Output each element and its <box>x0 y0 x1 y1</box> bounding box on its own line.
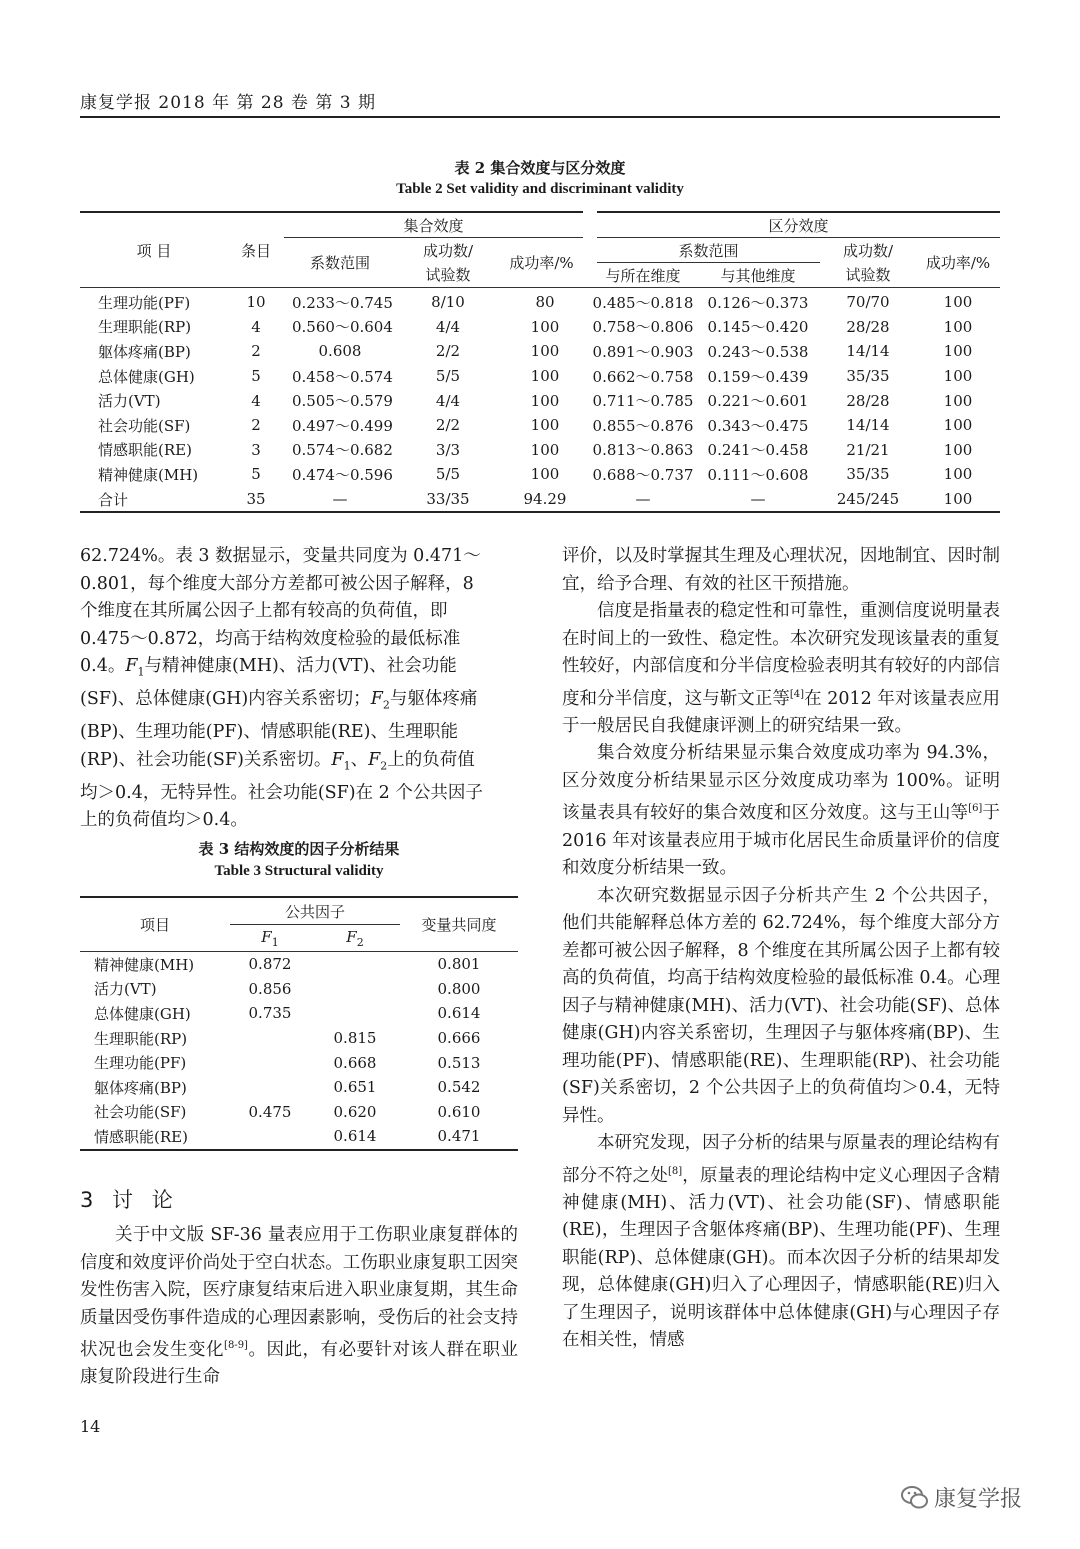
text-line: (BP)、生理功能(PF)、情感职能(RE)、生理职能 <box>80 722 458 742</box>
factor-symbol: F <box>346 927 357 946</box>
left-paragraph-1 <box>80 543 518 835</box>
table-row <box>80 339 1000 364</box>
table3-caption-en: Table 3 Structural validity <box>214 863 384 879</box>
t3-communality: 0.801 <box>437 955 481 974</box>
t2-head-own-dim: 与所在维度 <box>590 263 696 288</box>
text-line <box>80 686 518 719</box>
t2-set-rate: 100 <box>530 317 560 336</box>
t2-disc-other: 0.126～0.373 <box>707 293 809 312</box>
t2-set-range: — <box>332 490 348 509</box>
t3-f2: 0.614 <box>333 1127 377 1146</box>
t2-item: 合计 <box>98 490 129 509</box>
text-span: (SF)、总体健康(GH)内容关系密切； <box>80 689 371 709</box>
factor-symbol: F <box>261 927 272 946</box>
text-span: 本研究发现，因子分析的结果与原量表的理论结构有部分不符之处 <box>562 1133 1000 1186</box>
table-row <box>80 1050 518 1075</box>
t2-set-success: 2/2 <box>435 342 461 361</box>
t2-set-rate: 94.29 <box>523 490 567 509</box>
table-row <box>80 315 1000 340</box>
t2-n: 5 <box>251 367 261 386</box>
t3-item: 躯体疼痛(BP) <box>94 1078 187 1097</box>
table2-caption-en: Table 2 Set validity and discriminant validity <box>396 181 684 197</box>
t3-f2: 0.651 <box>333 1078 377 1097</box>
t2-n: 35 <box>246 490 266 509</box>
t3-item: 情感职能(RE) <box>94 1127 188 1146</box>
t2-set-success: 2/2 <box>435 416 461 435</box>
t2-head-set-success-1: 成功数/ <box>422 241 474 260</box>
t2-disc-rate: 100 <box>943 440 973 459</box>
t2-head-disc-range: 系数范围 <box>590 238 820 263</box>
t2-n: 2 <box>251 342 261 361</box>
t2-set-rate: 100 <box>530 391 560 410</box>
text-span: ，原量表的理论结构中定义心理因子含精神健康(MH)、活力(VT)、社会功能(SF)、情感职能(RE)，生理因子含躯体疼痛(BP)、生理功能(PF)、生理职能(RP)、总体健康(GH)。而本次因子分析的结果却发现，总体健康(GH)归入了心理因子，情感职能(RE)归入了生理因子，说明该群体中总体健康(GH)与心理因子存在相关性，情感 <box>562 1165 1001 1351</box>
t3-communality: 0.471 <box>437 1127 481 1146</box>
table-row <box>80 462 1000 487</box>
paragraph: 评价，以及时掌握其生理及心理状况，因地制宜、因时制宜，给予合理、有效的社区干预措施。 <box>562 546 1000 594</box>
table3 <box>80 896 518 1151</box>
t2-disc-rate: 100 <box>943 367 973 386</box>
t2-set-range: 0.608 <box>318 342 362 361</box>
t2-disc-success: 21/21 <box>846 440 890 459</box>
t2-head-disc-rate: 成功率/% <box>916 238 1000 288</box>
t2-head-set-success-2: 试验数 <box>425 265 471 284</box>
text-span: 0.4。 <box>80 656 126 676</box>
t3-f2 <box>310 952 400 977</box>
t2-disc-other: 0.241～0.458 <box>707 441 809 460</box>
t2-n: 5 <box>251 465 261 484</box>
t2-set-rate: 100 <box>530 367 560 386</box>
table-row <box>80 1075 518 1100</box>
text-line: 个维度在其所属公因子上都有较高的负荷值，即 <box>80 601 448 621</box>
journal-header: 康复学报 2018 年 第 28 卷 第 3 期 <box>80 93 376 113</box>
text-span: 集合效度分析结果显示集合效度成功率为 94.3%，区分效度分析结果显示区分效度成功率为 100%。证明该量表具有较好的集合效度和区分效度。这与王山等 <box>562 743 1000 824</box>
text-span: 。因此，有必要针对该人群在职业康复阶段进行生命 <box>80 1339 519 1388</box>
table-row <box>80 977 518 1002</box>
t2-head-set-validity: 集合效度 <box>284 212 590 238</box>
t3-f1 <box>230 1124 310 1150</box>
t2-disc-rate: 100 <box>943 416 973 435</box>
t2-disc-own: 0.711～0.785 <box>592 392 694 411</box>
t2-set-success: 8/10 <box>431 293 465 312</box>
t3-item: 生理功能(PF) <box>94 1054 187 1073</box>
t3-communality: 0.666 <box>437 1029 481 1048</box>
t2-disc-other: 0.111～0.608 <box>707 465 809 484</box>
t3-head-f2 <box>310 925 400 952</box>
t3-head-f1 <box>230 925 310 952</box>
t2-disc-success: 70/70 <box>846 293 890 312</box>
citation: [8] <box>667 1165 683 1177</box>
t3-f1 <box>230 1050 310 1075</box>
t2-disc-other: 0.159～0.439 <box>707 367 809 386</box>
table-row <box>80 413 1000 438</box>
t3-f1 <box>230 1026 310 1051</box>
factor-symbol: F <box>331 749 344 770</box>
t2-head-disc-validity: 区分效度 <box>590 212 1000 238</box>
t2-disc-success: 28/28 <box>846 317 890 336</box>
t2-head-disc-success <box>820 238 916 288</box>
t2-disc-other: 0.145～0.420 <box>707 318 809 337</box>
text-line: 上的负荷值均＞0.4。 <box>80 810 248 830</box>
table-row <box>80 288 1000 315</box>
t2-set-rate: 80 <box>535 293 555 312</box>
t2-disc-success: 35/35 <box>846 367 890 386</box>
text-span: 、 <box>350 749 369 770</box>
t2-item: 生理职能(RP) <box>98 318 192 337</box>
table-row <box>80 364 1000 389</box>
t3-communality: 0.800 <box>437 979 481 998</box>
t3-item: 精神健康(MH) <box>94 955 195 974</box>
watermark <box>900 1482 1060 1512</box>
t2-disc-rate: 100 <box>943 465 973 484</box>
t2-head-set-success <box>396 238 500 288</box>
t3-f1: 0.856 <box>248 979 292 998</box>
t2-set-range: 0.505～0.579 <box>292 392 393 411</box>
t2-disc-success: 14/14 <box>846 416 890 435</box>
t2-set-rate: 100 <box>530 465 560 484</box>
text-span: 上的负荷值 <box>387 749 475 770</box>
t3-item: 总体健康(GH) <box>94 1004 191 1023</box>
t2-n: 3 <box>251 440 261 459</box>
text-span: 与躯体疼痛 <box>389 689 478 709</box>
t3-f1 <box>230 1075 310 1100</box>
t2-n: 2 <box>251 416 261 435</box>
t3-f1: 0.735 <box>248 1004 292 1023</box>
t2-set-success: 3/3 <box>435 440 461 459</box>
factor-subscript: 2 <box>356 935 364 949</box>
table-row <box>80 388 1000 413</box>
factor-symbol: F <box>125 656 138 676</box>
table-row <box>80 1001 518 1026</box>
t3-item: 生理职能(RP) <box>94 1029 188 1048</box>
factor-subscript: 1 <box>343 759 351 772</box>
t3-head-item: 项目 <box>80 897 230 952</box>
watermark-text: 康复学报 <box>934 1487 1023 1512</box>
table-row <box>80 1124 518 1150</box>
factor-symbol: F <box>370 689 383 709</box>
t2-head-disc-success-2: 试验数 <box>845 265 891 284</box>
t3-communality: 0.542 <box>437 1078 481 1097</box>
t2-head-set-rate: 成功率/% <box>500 238 590 288</box>
t2-disc-own: — <box>635 490 651 509</box>
citation: [8-9] <box>224 1340 248 1351</box>
factor-symbol: F <box>368 749 381 770</box>
paragraph <box>80 1222 518 1392</box>
t3-communality: 0.513 <box>437 1053 481 1072</box>
table3-caption-zh: 表 3 结构效度的因子分析结果 <box>198 840 400 858</box>
text-span: 信度是指量表的稳定性和可靠性，重测信度说明量表在时间上的一致性、稳定性。本次研究发现该量表的重复性较好，内部信度和分半信度检验表明其有较好的内部信度和分半信度，这与靳文正等 <box>562 601 1000 709</box>
t2-disc-own: 0.485～0.818 <box>592 293 694 312</box>
t2-disc-own: 0.813～0.863 <box>592 441 694 460</box>
paragraph: 本次研究数据显示因子分析共产生 2 个公共因子，他们共能解释总体方差的 62.724%，每个维度大部分方差都可被公因子解释，8 个维度在其所属公因子上都有较高的负荷值，均高于结构效度检验的最低标准 0.4。心理因子与精神健康(MH)、活力(VT)、社会功能(SF)、总体健康(GH)内容关系密切，生理因子与躯体疼痛(BP)、生理功能(PF)、情感职能(RE)、生理职能(RP)、社会功能(SF)关系密切，2 个公共因子上的负荷值均＞0.4，无特异性。 <box>562 885 1000 1126</box>
t2-set-rate: 100 <box>530 342 560 361</box>
t2-disc-rate: 100 <box>943 317 973 336</box>
text-span: 于 2016 年对该量表应用于城市化居民生命质量评价的信度和效度分析结果一致。 <box>562 803 1001 879</box>
t2-disc-own: 0.688～0.737 <box>592 465 694 484</box>
t2-n: 4 <box>251 317 261 336</box>
t2-disc-rate: 100 <box>943 293 973 312</box>
t2-item: 精神健康(MH) <box>98 465 199 484</box>
t2-head-disc-success-1: 成功数/ <box>842 241 894 260</box>
t2-set-range: 0.560～0.604 <box>292 318 393 337</box>
t2-set-success: 5/5 <box>435 367 461 386</box>
factor-subscript: 2 <box>382 698 390 712</box>
table-row <box>80 1026 518 1051</box>
t2-head-other-dim: 与其他维度 <box>696 263 820 288</box>
t3-communality: 0.614 <box>437 1004 481 1023</box>
t2-set-range: 0.474～0.596 <box>292 465 393 484</box>
t2-disc-success: 35/35 <box>846 465 890 484</box>
table-row <box>80 1100 518 1125</box>
t2-item: 总体健康(GH) <box>98 367 195 386</box>
t2-disc-own: 0.891～0.903 <box>592 342 694 361</box>
t2-set-range: 0.497～0.499 <box>292 416 393 435</box>
t2-n: 10 <box>246 293 266 312</box>
t3-item: 社会功能(SF) <box>94 1103 187 1122</box>
table-row-total <box>80 487 1000 513</box>
table2 <box>80 211 1000 513</box>
t2-set-range: 0.233～0.745 <box>292 293 393 312</box>
t2-n: 4 <box>251 391 261 410</box>
paragraph <box>562 598 1000 740</box>
t2-disc-own: 0.855～0.876 <box>592 416 694 435</box>
t2-item: 社会功能(SF) <box>98 416 191 435</box>
t2-disc-own: 0.758～0.806 <box>592 318 694 337</box>
t2-disc-success: 28/28 <box>846 391 890 410</box>
t2-disc-other: 0.243～0.538 <box>707 342 809 361</box>
t3-head-common-factor: 公共因子 <box>230 897 400 925</box>
text-span: 与精神健康(MH)、活力(VT)、社会功能 <box>144 656 457 676</box>
paragraph <box>562 1130 1000 1355</box>
table-row <box>80 952 518 977</box>
t2-set-success: 4/4 <box>435 391 461 410</box>
table-row <box>80 438 1000 463</box>
factor-subscript: 2 <box>380 759 388 772</box>
t3-item: 活力(VT) <box>94 980 157 999</box>
t2-item: 活力(VT) <box>98 392 161 411</box>
text-line <box>80 653 518 686</box>
citation: [4] <box>789 688 805 700</box>
t2-set-range: 0.574～0.682 <box>292 441 393 460</box>
t2-disc-own: 0.662～0.758 <box>592 367 694 386</box>
wechat-icon <box>900 1484 930 1512</box>
t2-disc-other: — <box>750 490 766 509</box>
left-paragraph-2 <box>80 1222 518 1392</box>
t2-head-count: 条目 <box>228 212 284 288</box>
citation: [6] <box>968 803 983 815</box>
t3-f2: 0.620 <box>333 1102 377 1121</box>
text-line: 0.475～0.872，均高于结构效度检验的最低标准 <box>80 628 461 649</box>
section-heading-discussion: 3 讨 论 <box>80 1188 179 1212</box>
t2-disc-rate: 100 <box>943 490 973 509</box>
t2-disc-success: 14/14 <box>846 342 890 361</box>
t3-f2: 0.668 <box>333 1053 377 1072</box>
t2-head-item: 项 目 <box>80 212 228 288</box>
text-span: 在 2012 年对该量表应用于一般居民自我健康评测上的研究结果一致。 <box>562 688 1000 736</box>
t3-communality: 0.610 <box>437 1102 481 1121</box>
t2-set-success: 4/4 <box>435 317 461 336</box>
text-line <box>80 747 518 780</box>
text-line: 62.724%。表 3 数据显示，变量共同度为 0.471～ <box>80 546 481 566</box>
factor-subscript: 1 <box>137 665 145 679</box>
t2-set-success: 33/35 <box>426 490 470 509</box>
table2-caption-zh: 表 2 集合效度与区分效度 <box>454 159 626 177</box>
t3-f2 <box>310 1001 400 1026</box>
right-column <box>562 543 1000 1355</box>
text-span: (RP)、社会功能(SF)关系密切。 <box>80 749 332 770</box>
t3-f2: 0.815 <box>333 1029 377 1048</box>
t2-disc-rate: 100 <box>943 391 973 410</box>
t2-item: 躯体疼痛(BP) <box>98 342 191 361</box>
factor-subscript: 1 <box>271 935 279 949</box>
t2-disc-other: 0.221～0.601 <box>707 392 809 411</box>
t2-disc-success: 245/245 <box>836 490 900 509</box>
t2-disc-other: 0.343～0.475 <box>707 416 809 435</box>
header-rule <box>80 116 1000 118</box>
t2-head-set-range: 系数范围 <box>284 238 396 288</box>
t2-item: 生理功能(PF) <box>98 293 191 312</box>
page-number: 14 <box>80 1417 101 1436</box>
t3-f1: 0.475 <box>248 1102 292 1121</box>
t2-disc-rate: 100 <box>943 342 973 361</box>
t2-set-range: 0.458～0.574 <box>292 367 393 386</box>
t2-set-rate: 100 <box>530 416 560 435</box>
text-line: 0.801，每个维度大部分方差都可被公因子解释，8 <box>80 573 474 594</box>
t3-f2 <box>310 977 400 1002</box>
t2-set-success: 5/5 <box>435 465 461 484</box>
paragraph <box>562 740 1000 882</box>
t3-head-communality: 变量共同度 <box>400 897 518 952</box>
text-span: 关于中文版 SF-36 量表应用于工伤职业康复群体的信度和效度评价尚处于空白状态。工伤职业康复职工因突发性伤害入院，医疗康复结束后进入职业康复期，其生命质量因受伤事件造成的心理因素影响，受伤后的社会支持状况也会发生变化 <box>80 1225 518 1360</box>
t2-item: 情感职能(RE) <box>98 441 192 460</box>
t3-f1: 0.872 <box>248 955 292 974</box>
text-line: 均＞0.4，无特异性。社会功能(SF)在 2 个公共因子 <box>80 782 483 803</box>
t2-set-rate: 100 <box>530 440 560 459</box>
